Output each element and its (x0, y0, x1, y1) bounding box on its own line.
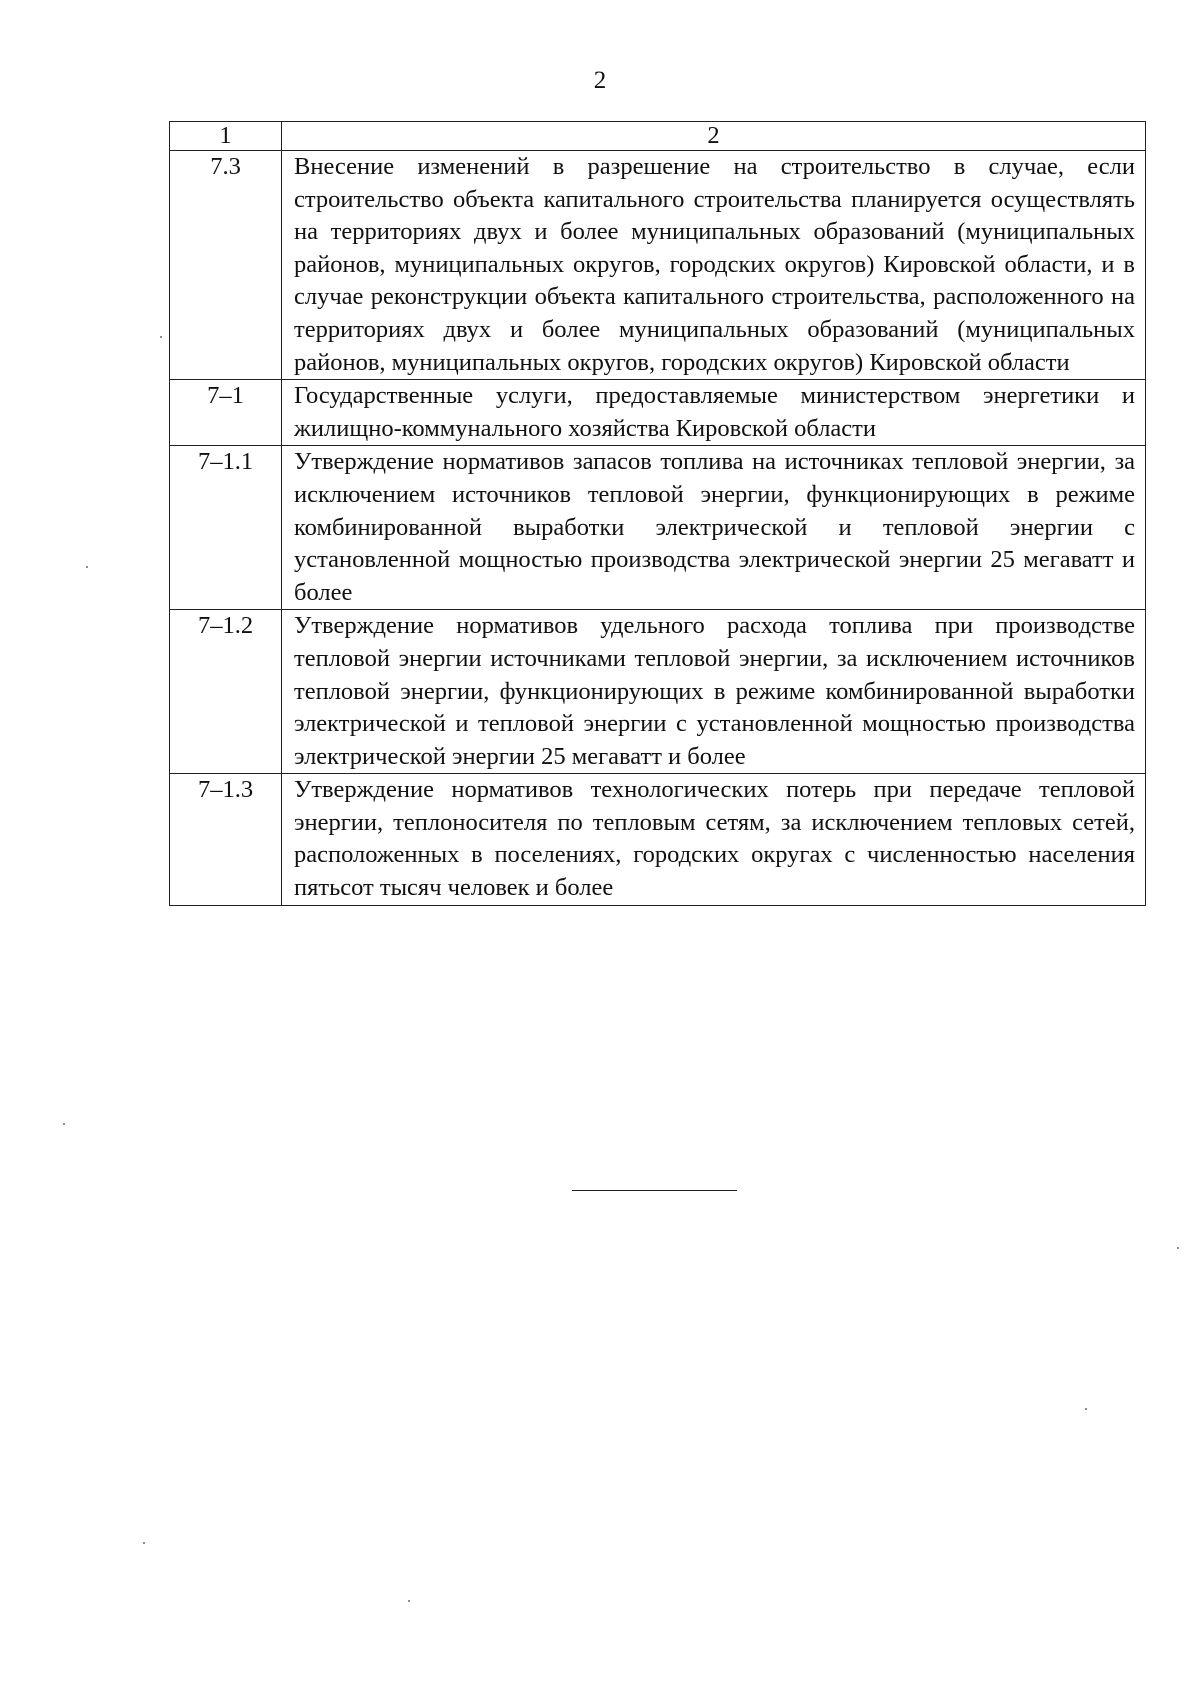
scan-speck (160, 336, 162, 338)
table-row (170, 774, 1146, 905)
services-table (169, 121, 1146, 906)
table-header-row (170, 122, 1146, 151)
row-text: Утверждение нормативов технологических потерь при передаче тепловой энергии, теплоносителя по тепловым сетям, за исключением тепловых сетей, расположенных в поселениях, городских округах с численностью населения пятьсот тысяч человек и более (282, 774, 1146, 905)
header-cell-2: 2 (282, 122, 1146, 151)
row-number: 7.3 (170, 151, 282, 380)
scan-speck (143, 1542, 145, 1544)
scan-speck (408, 1600, 410, 1602)
row-text: Государственные услуги, предоставляемые министерством энергетики и жилищно-коммунального хозяйства Кировской области (282, 380, 1146, 446)
table-row (170, 446, 1146, 610)
row-text: Утверждение нормативов удельного расхода топлива при производстве тепловой энергии источниками тепловой энергии, за исключением источников тепловой энергии, функционирующих в режиме комбинированной выработки электрической и тепловой энергии с установленной мощностью производства электрической энергии 25 мегаватт и более (282, 610, 1146, 774)
row-number: 7–1.3 (170, 774, 282, 905)
scan-speck (1177, 1247, 1179, 1249)
row-number: 7–1.2 (170, 610, 282, 774)
row-number: 7–1.1 (170, 446, 282, 610)
scan-speck (1085, 1408, 1087, 1410)
table-row (170, 380, 1146, 446)
row-text: Внесение изменений в разрешение на строительство в случае, если строительство объекта капитального строительства планируется осуществлять на территориях двух и более муниципальных образований (муниципальных районов, муниципальных округов, городских округов) Кировской области, и в случае реконструкции объекта капитального строительства, расположенного на территориях двух и более муниципальных образований (муниципальных районов, муниципальных округов, городских округов) Кировской области (282, 151, 1146, 380)
row-number: 7–1 (170, 380, 282, 446)
page-number: 2 (593, 67, 607, 94)
header-cell-1: 1 (170, 122, 282, 151)
table-row (170, 151, 1146, 380)
row-text: Утверждение нормативов запасов топлива на источниках тепловой энергии, за исключением источников тепловой энергии, функционирующих в режиме комбинированной выработки электрической и тепловой энергии с установленной мощностью производства электрической энергии 25 мегаватт и более (282, 446, 1146, 610)
table-row (170, 610, 1146, 774)
scan-speck (63, 1123, 65, 1125)
scan-speck (86, 566, 88, 568)
end-of-document-rule (572, 1190, 737, 1191)
